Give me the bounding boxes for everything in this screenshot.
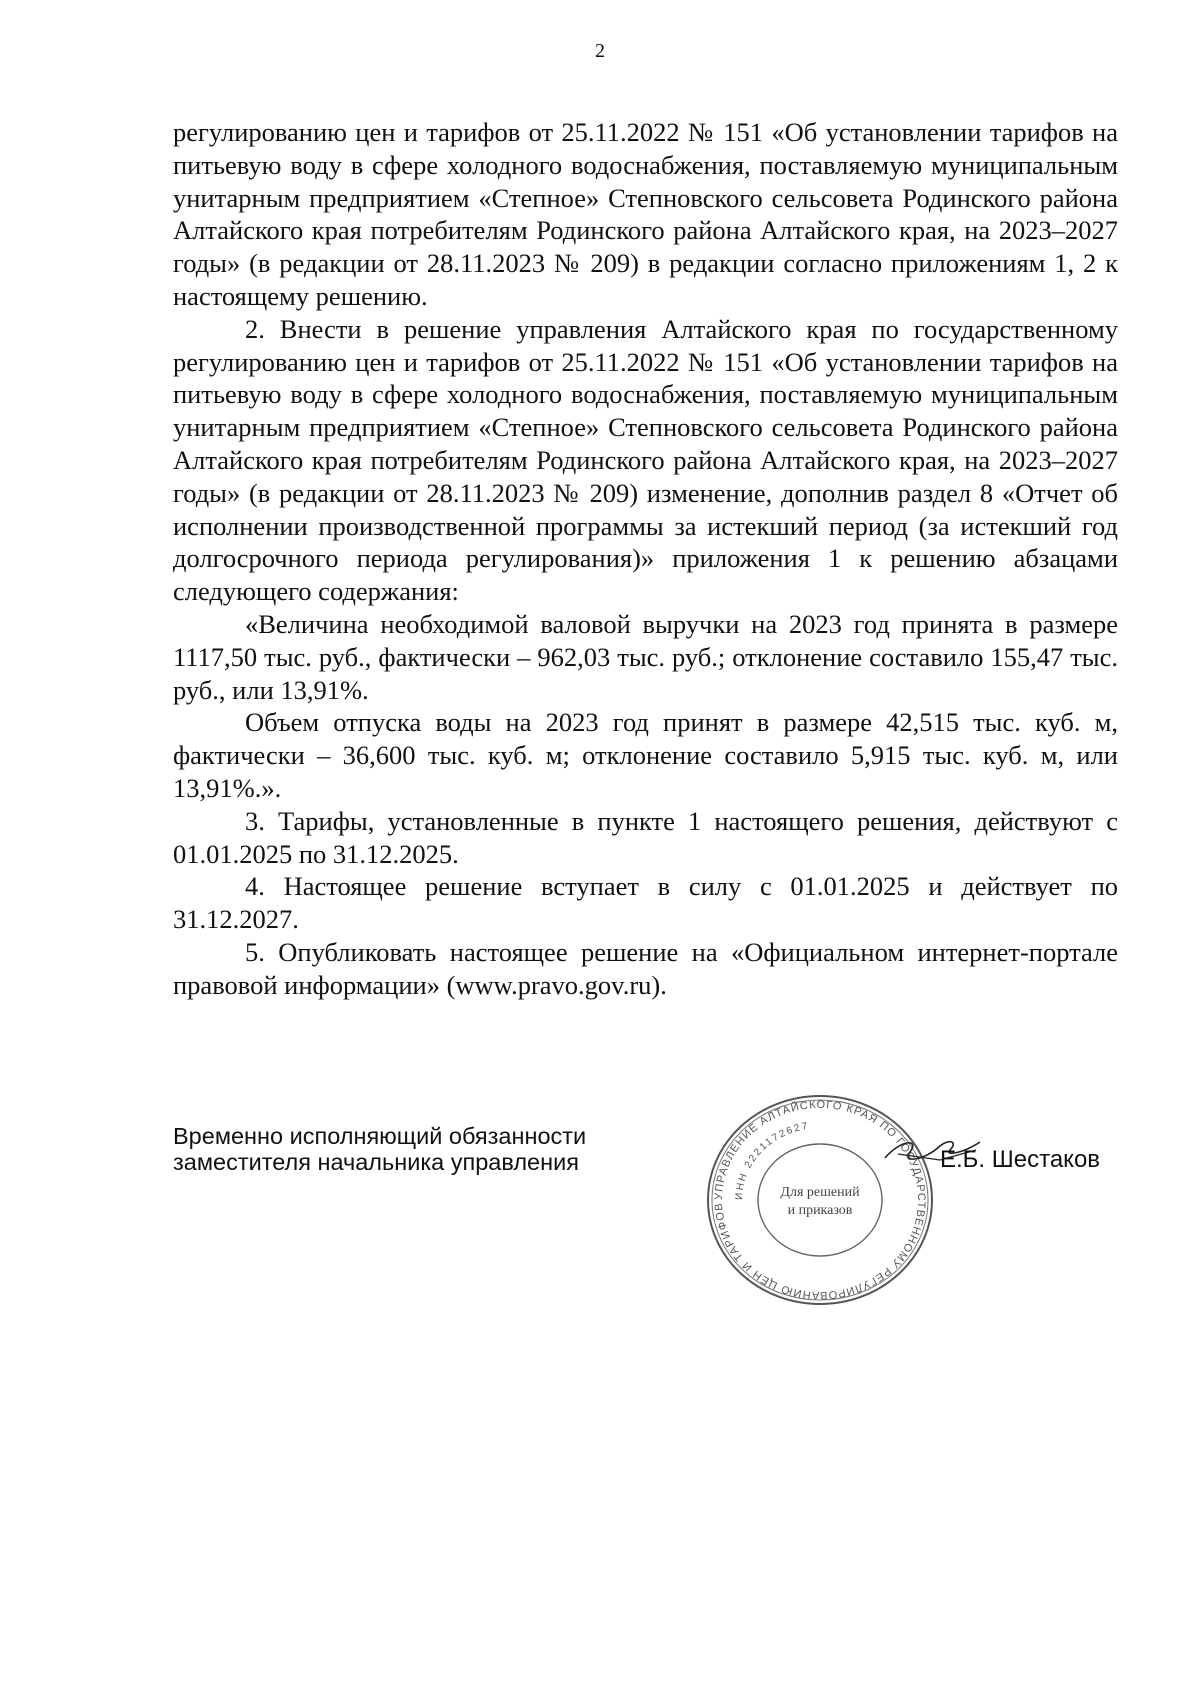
stamp-inner-ring — [758, 1144, 882, 1256]
stamp-inn-text: ИНН 2221172627 — [733, 1120, 811, 1201]
signatory-position-line2: заместителя начальника управления — [173, 1149, 579, 1175]
stamp-outer-text: УПРАВЛЕНИЕ АЛТАЙСКОГО КРАЯ ПО ГОСУДАРСТВЕННОМУ РЕГУЛИРОВАНИЮ ЦЕН И ТАРИФОВ — [712, 1098, 928, 1302]
paragraph-quote-revenue: «Величина необходимой валовой выручки на 2023 год принята в размере 1117,50 тыс. руб., фактически – 962,03 тыс. руб.; отклонение составило 155,47 тыс. руб., или 13,91%. — [173, 608, 1118, 705]
stamp-center-line1: Для решений — [780, 1185, 860, 1200]
paragraph-2: 2. Внести в решение управления Алтайского края по государственному регулированию цен и тарифов от 25.11.2022 № 151 «Об установлении тарифов на питьевую воду в сфере холодного водоснабжения, поставляемую муниципальным унитарным предприятием «Степное» Степновского сельсовета Родинского района Алтайского края потребителям Родинского района Алтайского края, на 2023–2027 годы» (в редакции от 28.11.2023 № 209) изменение, дополнив раздел 8 «Отчет об исполнении производственной программы за истекший период (за истекший год долгосрочного периода регулирования)» приложения 1 к решению абзацами следующего содержания: — [173, 313, 1118, 607]
signatory-name: Е.Б. Шестаков — [940, 1146, 1101, 1173]
stamp-center-line2: и приказов — [787, 1203, 853, 1218]
document-body — [173, 116, 1118, 1002]
paragraph-quote-volume: Объем отпуска воды на 2023 год принят в размере 42,515 тыс. куб. м, фактически – 36,600 тыс. куб. м; отклонение составило 5,915 тыс. куб. м, или 13,91%.». — [173, 707, 1118, 803]
page-number: 2 — [595, 40, 605, 62]
paragraph-3: 3. Тарифы, установленные в пункте 1 настоящего решения, действуют с 01.01.2025 по 31.12.2025. — [173, 805, 1118, 869]
signatory-position — [173, 1123, 586, 1175]
signatory-position-line1: Временно исполняющий обязанности — [173, 1123, 587, 1149]
paragraph-1-continuation: регулированию цен и тарифов от 25.11.2022 № 151 «Об установлении тарифов на питьевую воду в сфере холодного водоснабжения, поставляемую муниципальным унитарным предприятием «Степное» Степновского сельсовета Родинского района Алтайского края потребителям Родинского района Алтайского края, на 2023–2027 годы» (в редакции от 28.11.2023 № 209) в редакции согласно приложениям 1, 2 к настоящему решению. — [173, 117, 1118, 311]
paragraph-5: 5. Опубликовать настоящее решение на «Официальном интернет-портале правовой информации» (www.pravo.gov.ru). — [173, 936, 1118, 1000]
paragraph-4: 4. Настоящее решение вступает в силу с 01.01.2025 и действует по 31.12.2027. — [173, 871, 1118, 935]
